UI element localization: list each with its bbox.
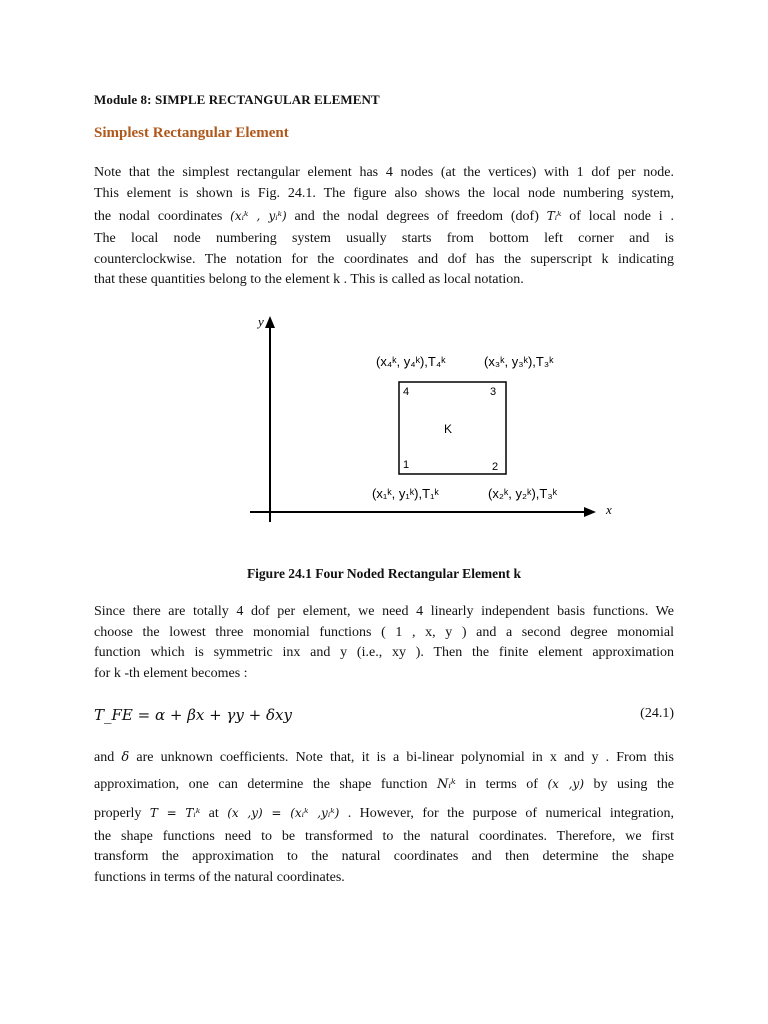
text-line: counterclockwise. The notation for the coordinates and dof has the superscript k indicating: [94, 251, 674, 267]
text-fragment: approximation, one can determine the shape function: [94, 776, 428, 792]
text-fragment: and: [94, 750, 115, 765]
text-line: The local node numbering system usually starts from bottom left corner and is: [94, 231, 674, 246]
text-line: functions in terms of the natural coordinates.: [94, 869, 345, 885]
paragraph-intro: [94, 163, 674, 291]
text-fragment: . However, for the purpose of numerical integration,: [347, 805, 675, 821]
text-line: function which is symmetric inx and y (i.e., xy ). Then the finite element approximation: [94, 645, 674, 660]
x-axis-label: x: [606, 502, 612, 517]
text-line: This element is shown is Fig. 24.1. The figure also shows the local node numbering system,: [94, 185, 674, 201]
text-line: choose the lowest three monomial functions ( 1 , x, y ) and a second degree monomial: [94, 624, 674, 640]
text-line: Since there are totally 4 dof per element, we need 4 linearly independent basis functions. We: [94, 604, 674, 619]
shape-function-math: Nᵢᵏ: [437, 776, 456, 792]
figure-rectangular-element: [244, 312, 624, 527]
text-line: transform the approximation to the natural coordinates and then determine the shape: [94, 849, 674, 864]
node3-label: (x₃ᵏ, y₃ᵏ),T₃ᵏ: [484, 354, 554, 369]
nodal-coordinates-math: (xᵢᵏ , yᵢᵏ): [230, 209, 287, 223]
text-line: [94, 800, 674, 827]
node-number-1: 1: [403, 459, 410, 471]
node2-label: (x₂ᵏ, y₂ᵏ),T₃ᵏ: [488, 486, 558, 501]
text-fragment: at: [208, 805, 219, 821]
paragraph-coefficients: [94, 748, 674, 888]
node-coords-math: (x ,y) = (xᵢᵏ ,yᵢᵏ): [227, 805, 340, 820]
text-fragment: in terms of: [465, 776, 538, 792]
text-fragment: of local node i .: [569, 209, 675, 224]
delta-math: δ: [121, 750, 130, 765]
figure-caption: Figure 24.1 Four Noded Rectangular Element k: [246, 566, 522, 581]
x-axis-arrow-icon: [584, 507, 596, 517]
dof-math: Tᵢᵏ: [546, 209, 562, 223]
coords-math: (x ,y): [547, 776, 585, 791]
text-fragment: by using the: [593, 776, 674, 792]
equation-expression: T_FE = α + βx + γy + δxy: [94, 706, 292, 724]
module-title: Module 8: SIMPLE RECTANGULAR ELEMENT: [94, 92, 380, 107]
text-line: [94, 769, 674, 800]
y-axis-label: y: [258, 314, 264, 329]
text-line: the shape functions need to be transformed to the natural coordinates. Therefore, we first: [94, 828, 674, 844]
paragraph-basis: [94, 602, 674, 684]
text-fragment: are unknown coefficients. Note that, it is a bi-linear polynomial in x and y . From this: [136, 750, 674, 765]
node-number-4: 4: [403, 386, 410, 398]
section-title: Simplest Rectangular Element: [94, 125, 289, 141]
node4-label: (x₄ᵏ, y₄ᵏ),T₄ᵏ: [376, 354, 446, 369]
equation-24-1: [94, 706, 674, 725]
equation-number: (24.1): [640, 706, 674, 721]
element-label: K: [444, 422, 453, 436]
property-math: T = Tᵢᵏ: [149, 805, 201, 820]
text-fragment: properly: [94, 805, 142, 821]
node-number-3: 3: [490, 386, 497, 398]
node1-label: (x₁ᵏ, y₁ᵏ),T₁ᵏ: [372, 486, 439, 501]
text-fragment: and the nodal degrees of freedom (dof): [294, 209, 539, 224]
node-number-2: 2: [492, 461, 499, 473]
text-line: for k -th element becomes :: [94, 665, 248, 681]
text-line: [94, 748, 674, 769]
text-fragment: the nodal coordinates: [94, 209, 223, 224]
text-line: that these quantities belong to the element k . This is called as local notation.: [94, 272, 524, 287]
y-axis-arrow-icon: [265, 316, 275, 328]
text-line: [94, 204, 674, 229]
text-line: Note that the simplest rectangular element has 4 nodes (at the vertices) with 1 dof per node.: [94, 165, 674, 180]
